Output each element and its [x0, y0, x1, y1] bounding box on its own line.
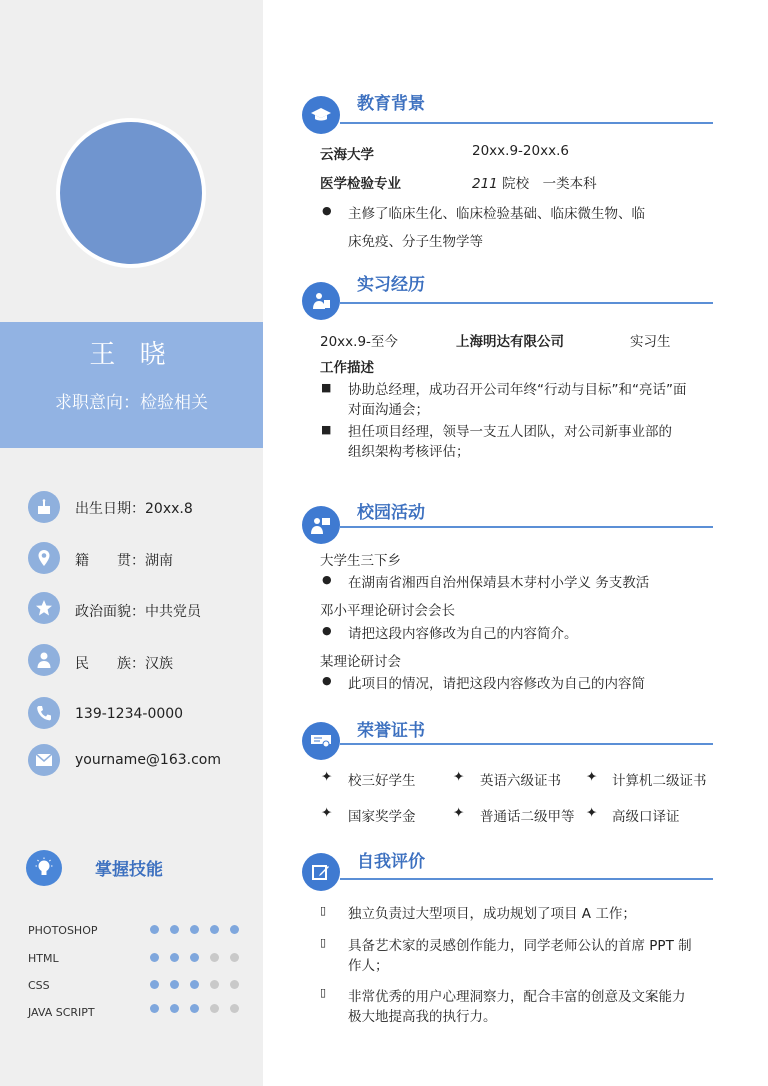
skill-dots [150, 925, 239, 934]
work-item-line: 对面沟通会； [348, 402, 429, 418]
mail-icon [28, 744, 60, 776]
honor-item: 英语六级证书 [480, 773, 561, 789]
courses-line: 主修了临床生化、临床检验基础、临床微生物、临 [348, 206, 645, 222]
birth-date: 出生日期：20xx.8 [75, 501, 193, 517]
skill-dot-filled [170, 953, 179, 962]
honor-item: 计算机二级证书 [612, 773, 707, 789]
honor-item: 普通话二级甲等 [480, 809, 575, 825]
phone-icon [28, 697, 60, 729]
self-eval-item: 非常优秀的用户心理洞察力，配合丰富的创意及文案能力 [348, 989, 686, 1005]
skill-dot-filled [190, 925, 199, 934]
job-role: 实习生 [630, 334, 671, 350]
honor-item: 高级口译证 [612, 809, 680, 825]
skills-title: 掌握技能 [95, 860, 163, 880]
sparkle-icon: ✦ [453, 769, 465, 785]
section-divider [340, 526, 713, 528]
school-level [472, 172, 597, 192]
person-icon [28, 644, 60, 676]
school-level-text: 院校 一类本科 [502, 176, 597, 192]
major: 医学检验专业 [320, 176, 401, 192]
sparkle-icon: ✦ [586, 769, 598, 785]
self-eval-item: 极大地提高我的执行力。 [348, 1009, 497, 1025]
self-eval-item: 作人； [348, 958, 389, 974]
skill-dots [150, 953, 239, 962]
political-status: 政治面貌：中共党员 [75, 604, 201, 620]
lightbulb-icon [26, 850, 62, 886]
star-icon [28, 592, 60, 624]
campus-detail: 在湖南省湘西自治州保靖县木芽村小学义 务支教活 [348, 575, 650, 591]
skill-dot-empty [210, 953, 219, 962]
bullet-dot: ● [322, 674, 332, 687]
skill-dots [150, 980, 239, 989]
sparkle-icon: ✦ [321, 769, 333, 785]
courses-line: 床免疫、分子生物学等 [348, 234, 483, 250]
skill-name: JAVA SCRIPT [28, 1006, 95, 1019]
school-name: 云海大学 [320, 147, 374, 163]
skill-name: HTML [28, 952, 59, 965]
work-item-line: 组织架构考核评估； [348, 444, 470, 460]
internship-title: 实习经历 [357, 275, 425, 295]
education-period: 20xx.9-20xx.6 [472, 143, 569, 159]
skill-dot-filled [150, 925, 159, 934]
work-item-line: 协助总经理，成功召开公司年终“行动与目标”和“亮话”面 [348, 382, 687, 398]
sparkle-icon: ✦ [453, 805, 465, 821]
education-title: 教育背景 [357, 94, 425, 114]
skill-dot-filled [230, 925, 239, 934]
job-intent: 求职意向：检验相关 [55, 393, 208, 413]
self-eval-item: 独立负责过大型项目，成功规划了项目 A 工作； [348, 906, 636, 922]
skill-dot-filled [150, 980, 159, 989]
bullet-square: ■ [321, 381, 332, 394]
work-desc-title: 工作描述 [320, 360, 374, 376]
certificate-icon [302, 722, 340, 760]
bullet-dot: ● [322, 204, 332, 217]
sparkle-icon: ✦ [586, 805, 598, 821]
candidate-name: 王 晓 [89, 340, 174, 370]
skill-dot-filled [150, 953, 159, 962]
bullet-square: ■ [321, 423, 332, 436]
native-place: 籍 贯：湖南 [75, 553, 173, 569]
avatar [56, 118, 206, 268]
skill-dot-filled [170, 925, 179, 934]
skill-dot-empty [210, 1004, 219, 1013]
campus-detail: 此项目的情况，请把这段内容修改为自己的内容简 [348, 676, 645, 692]
skill-name: PHOTOSHOP [28, 924, 98, 937]
bullet-box: ▯ [320, 904, 327, 917]
section-divider [340, 302, 713, 304]
skill-dot-filled [170, 1004, 179, 1013]
section-divider [340, 122, 713, 124]
school-level-num: 211 [472, 176, 498, 192]
worker-icon [302, 282, 340, 320]
skill-dot-filled [210, 925, 219, 934]
bullet-dot: ● [322, 624, 332, 637]
bullet-box: ▯ [320, 936, 327, 949]
skill-dot-empty [210, 980, 219, 989]
campus-activity: 邓小平理论研讨会会长 [320, 603, 455, 619]
internship-period: 20xx.9-至今 [320, 334, 398, 350]
skill-dots [150, 1004, 239, 1013]
self-eval-title: 自我评价 [357, 852, 425, 872]
honor-item: 校三好学生 [348, 773, 416, 789]
skill-dot-filled [190, 953, 199, 962]
graduation-cap-icon [302, 96, 340, 134]
honors-title: 荣誉证书 [357, 721, 425, 741]
bullet-box: ▯ [320, 986, 327, 999]
ethnicity: 民 族：汉族 [75, 656, 173, 672]
skill-dot-filled [190, 980, 199, 989]
skill-name: CSS [28, 979, 50, 992]
section-divider [340, 878, 713, 880]
skill-dot-empty [230, 953, 239, 962]
skill-dot-empty [230, 980, 239, 989]
campus-detail: 请把这段内容修改为自己的内容简介。 [348, 626, 578, 642]
section-divider [340, 743, 713, 745]
work-item-line: 担任项目经理，领导一支五人团队，对公司新事业部的 [348, 424, 672, 440]
edit-icon [302, 853, 340, 891]
campus-title: 校园活动 [357, 503, 425, 523]
phone-number: 139-1234-0000 [75, 706, 184, 722]
campus-activity: 某理论研讨会 [320, 654, 401, 670]
location-icon [28, 542, 60, 574]
bullet-dot: ● [322, 573, 332, 586]
company-name: 上海明达有限公司 [456, 334, 564, 350]
cake-icon [28, 491, 60, 523]
campus-activity: 大学生三下乡 [320, 553, 401, 569]
email-address: yourname@163.com [75, 752, 222, 768]
skill-dot-empty [230, 1004, 239, 1013]
honor-item: 国家奖学金 [348, 809, 416, 825]
sparkle-icon: ✦ [321, 805, 333, 821]
skill-dot-filled [170, 980, 179, 989]
presenter-icon [302, 506, 340, 544]
self-eval-item: 具备艺术家的灵感创作能力，同学老师公认的首席 PPT 制 [348, 938, 692, 954]
skill-dot-filled [190, 1004, 199, 1013]
skill-dot-filled [150, 1004, 159, 1013]
